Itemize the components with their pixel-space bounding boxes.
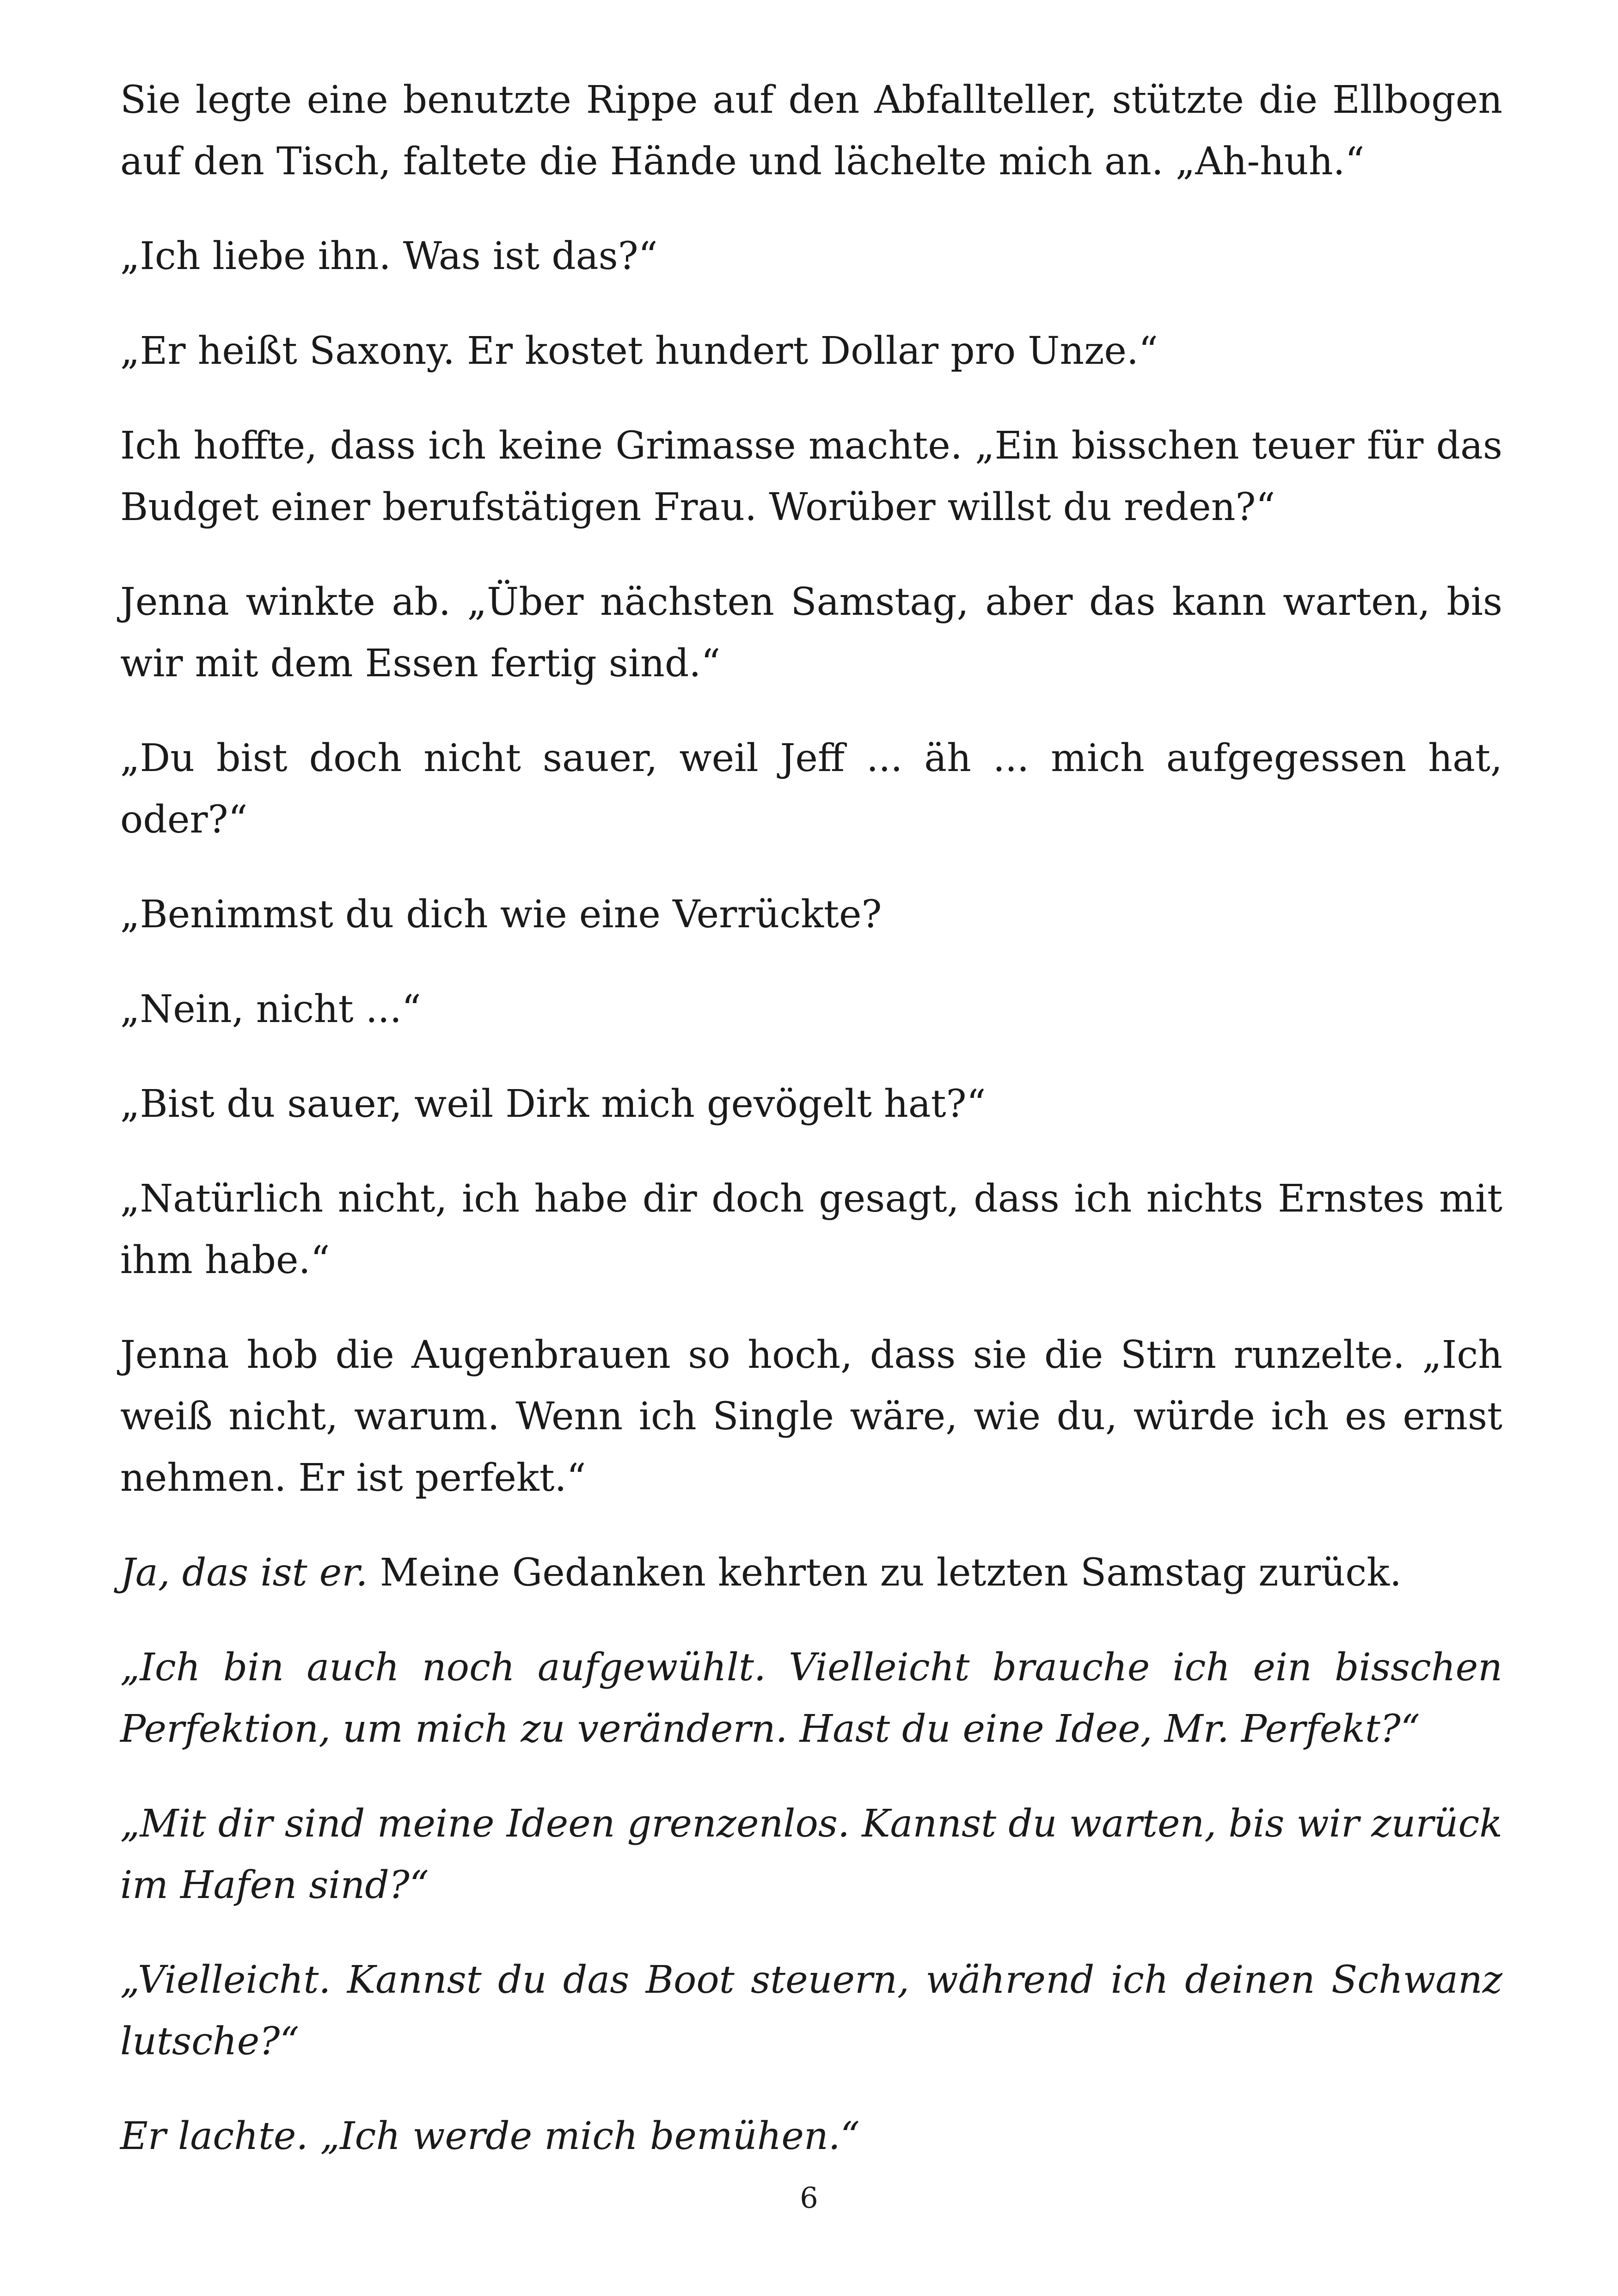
paragraph: Jenna winkte ab. „Über nächsten Samstag, aber das kann warten, bis wir mit dem Essen fertig sind.“ xyxy=(120,580,1502,686)
paragraph: Ich hoffte, dass ich keine Grimasse machte. „Ein bisschen teuer für das Budget einer berufstätigen Frau. Worüber willst du reden?“ xyxy=(120,424,1502,529)
paragraph xyxy=(120,1542,1502,1604)
paragraph-flashback: „Ich bin auch noch aufgewühlt. Vielleicht brauche ich ein bisschen Perfektion, um mich zu verändern. Hast du eine Idee, Mr. Perfekt?“ xyxy=(120,1646,1502,1751)
paragraph: „Nein, nicht ...“ xyxy=(120,987,421,1031)
paragraph: „Du bist doch nicht sauer, weil Jeff ... äh ... mich aufgegessen hat, oder?“ xyxy=(120,736,1502,842)
paragraph: „Ich liebe ihn. Was ist das?“ xyxy=(120,234,658,278)
paragraph-flashback: „Mit dir sind meine Ideen grenzenlos. Kannst du warten, bis wir zurück im Hafen sind?“ xyxy=(120,1802,1502,1907)
paragraph: „Bist du sauer, weil Dirk mich gevögelt hat?“ xyxy=(120,1082,986,1126)
paragraph-regular-span: Meine Gedanken kehrten zu letzten Samstag zurück. xyxy=(368,1551,1402,1595)
paragraph: „Benimmst du dich wie eine Verrückte? xyxy=(120,893,882,937)
page-number: 6 xyxy=(800,2181,818,2215)
paragraph: „Er heißt Saxony. Er kostet hundert Dollar pro Unze.“ xyxy=(120,329,1158,373)
paragraph: „Natürlich nicht, ich habe dir doch gesagt, dass ich nichts Ernstes mit ihm habe.“ xyxy=(120,1177,1502,1282)
paragraph: Sie legte eine benutzte Rippe auf den Abfallteller, stützte die Ellbogen auf den Tisch, faltete die Hände und lächelte mich an. „Ah-huh.“ xyxy=(120,78,1502,184)
paragraph-flashback: „Vielleicht. Kannst du das Boot steuern, während ich deinen Schwanz lutsche?“ xyxy=(120,1958,1502,2063)
body-text xyxy=(120,69,1502,2167)
paragraph: Jenna hob die Augenbrauen so hoch, dass sie die Stirn runzelte. „Ich weiß nicht, warum. Wenn ich Single wäre, wie du, würde ich es ernst nehmen. Er ist perfekt.“ xyxy=(120,1333,1502,1500)
paragraph-italic-span: Ja, das ist er. xyxy=(120,1551,368,1595)
paragraph-flashback: Er lachte. „Ich werde mich bemühen.“ xyxy=(120,2114,860,2158)
